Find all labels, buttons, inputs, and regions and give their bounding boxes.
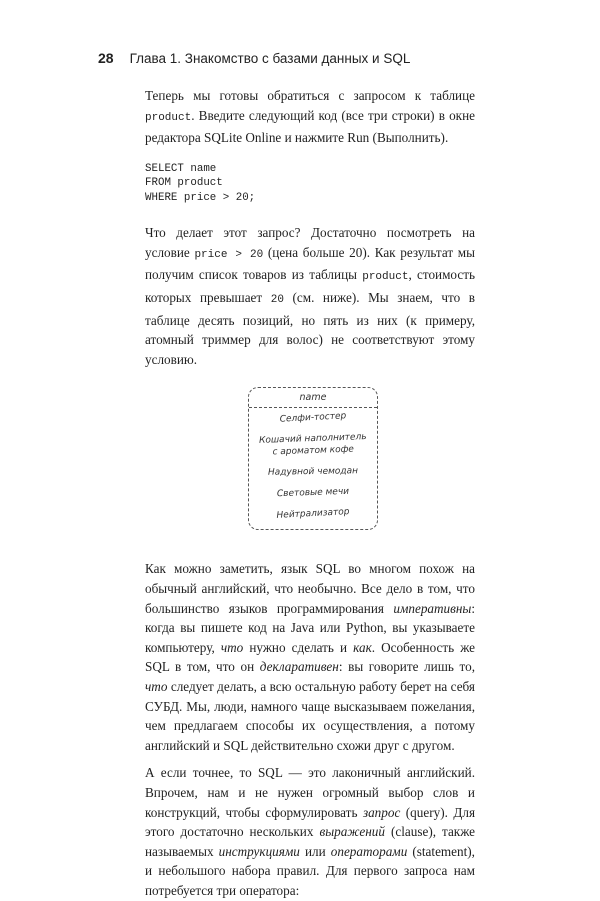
text-run: (statement), и небольшого набора правил. Для первого запроса нам потребуется три оператора: [145,843,475,898]
text-run: , стоимость которых превышает [145,267,475,306]
page-number: 28 [98,50,114,66]
text-run: . Особенность же SQL в том, что он [145,639,475,675]
inline-code: product [362,271,409,284]
paragraph-sql-vs-english [145,559,475,755]
result-row: Селфи-тостер [279,411,347,426]
text-run: . Введите следующий код (все три строки) в окне редактора SQLite Online и нажмите Run (Выполнить). [145,107,475,146]
emphasis: что [145,679,168,694]
text-run: (clause), также называемых [145,824,475,859]
emphasis: как [353,639,372,655]
text-run: (цена больше 20). Как результат мы получим список товаров из таблицы [145,244,475,283]
emphasis: декларативен [259,659,339,675]
result-row: Световые мечи [276,487,350,500]
text-run: : вы говорите лишь то, [338,659,475,675]
text-run: : когда вы пишете код на Java или Python, вы указываете компьютеру, [145,600,475,655]
inline-code: 20 [270,294,284,307]
text-run: или [299,843,331,859]
chapter-title: Глава 1. Знакомство с базами данных и SQL [129,51,411,66]
text-run: (см. ниже). Мы знаем, что в таблице десять позиций, но пять из них (к примеру, атомный триммер для волос) не соответствуют этому условию. [145,290,475,367]
text-run: следует делать, а всю остальную работу берет на себя СУБД. Мы, люди, намного чаще высказываем пожелания, чем предлагаем способы их осуществления, а потому английский и SQL действительно схожи друг с другом. [145,679,475,753]
sql-code-block: SELECT name FROM product WHERE price > 20; [145,162,256,204]
emphasis: императивны [393,600,472,616]
running-header [98,50,518,66]
result-table [248,387,378,530]
inline-code: product [145,111,192,124]
text-run: нужно сделать и [243,639,354,655]
text-run: (query). Для этого достаточно нескольких [145,804,476,840]
emphasis: что [220,639,244,655]
emphasis: запрос [362,804,401,820]
result-figure [145,387,475,537]
inline-code: price > 20 [194,248,264,261]
result-row: Надувной чемодан [267,466,359,479]
text-run: А если точнее, то SQL — это лаконичный английский. Впрочем, нам и не нужен огромный выбор слов и конструкций, чтобы сформулировать [145,765,475,820]
text-run: Теперь мы готовы обратиться с запросом к таблице [145,88,475,103]
text-run: Что делает этот запрос? Достаточно посмотреть на условие [145,225,475,260]
result-column-header: name [249,388,377,408]
text-run: Как можно заметить, язык SQL во многом похож на обычный английский, что необычно. Все дело в том, что большинство языков программирования [145,561,475,616]
paragraph-clauses [145,763,475,900]
paragraph-intro [145,86,475,148]
result-row: Нейтрализатор [276,507,350,522]
paragraph-query-explanation [145,223,475,369]
result-rows [249,408,377,520]
emphasis: инструкциями [218,843,300,859]
emphasis: операторами [330,843,408,859]
result-row: Кошачий наполнитель с ароматом кофе [258,432,367,458]
emphasis: выражений [319,824,385,840]
page-body [145,86,475,901]
